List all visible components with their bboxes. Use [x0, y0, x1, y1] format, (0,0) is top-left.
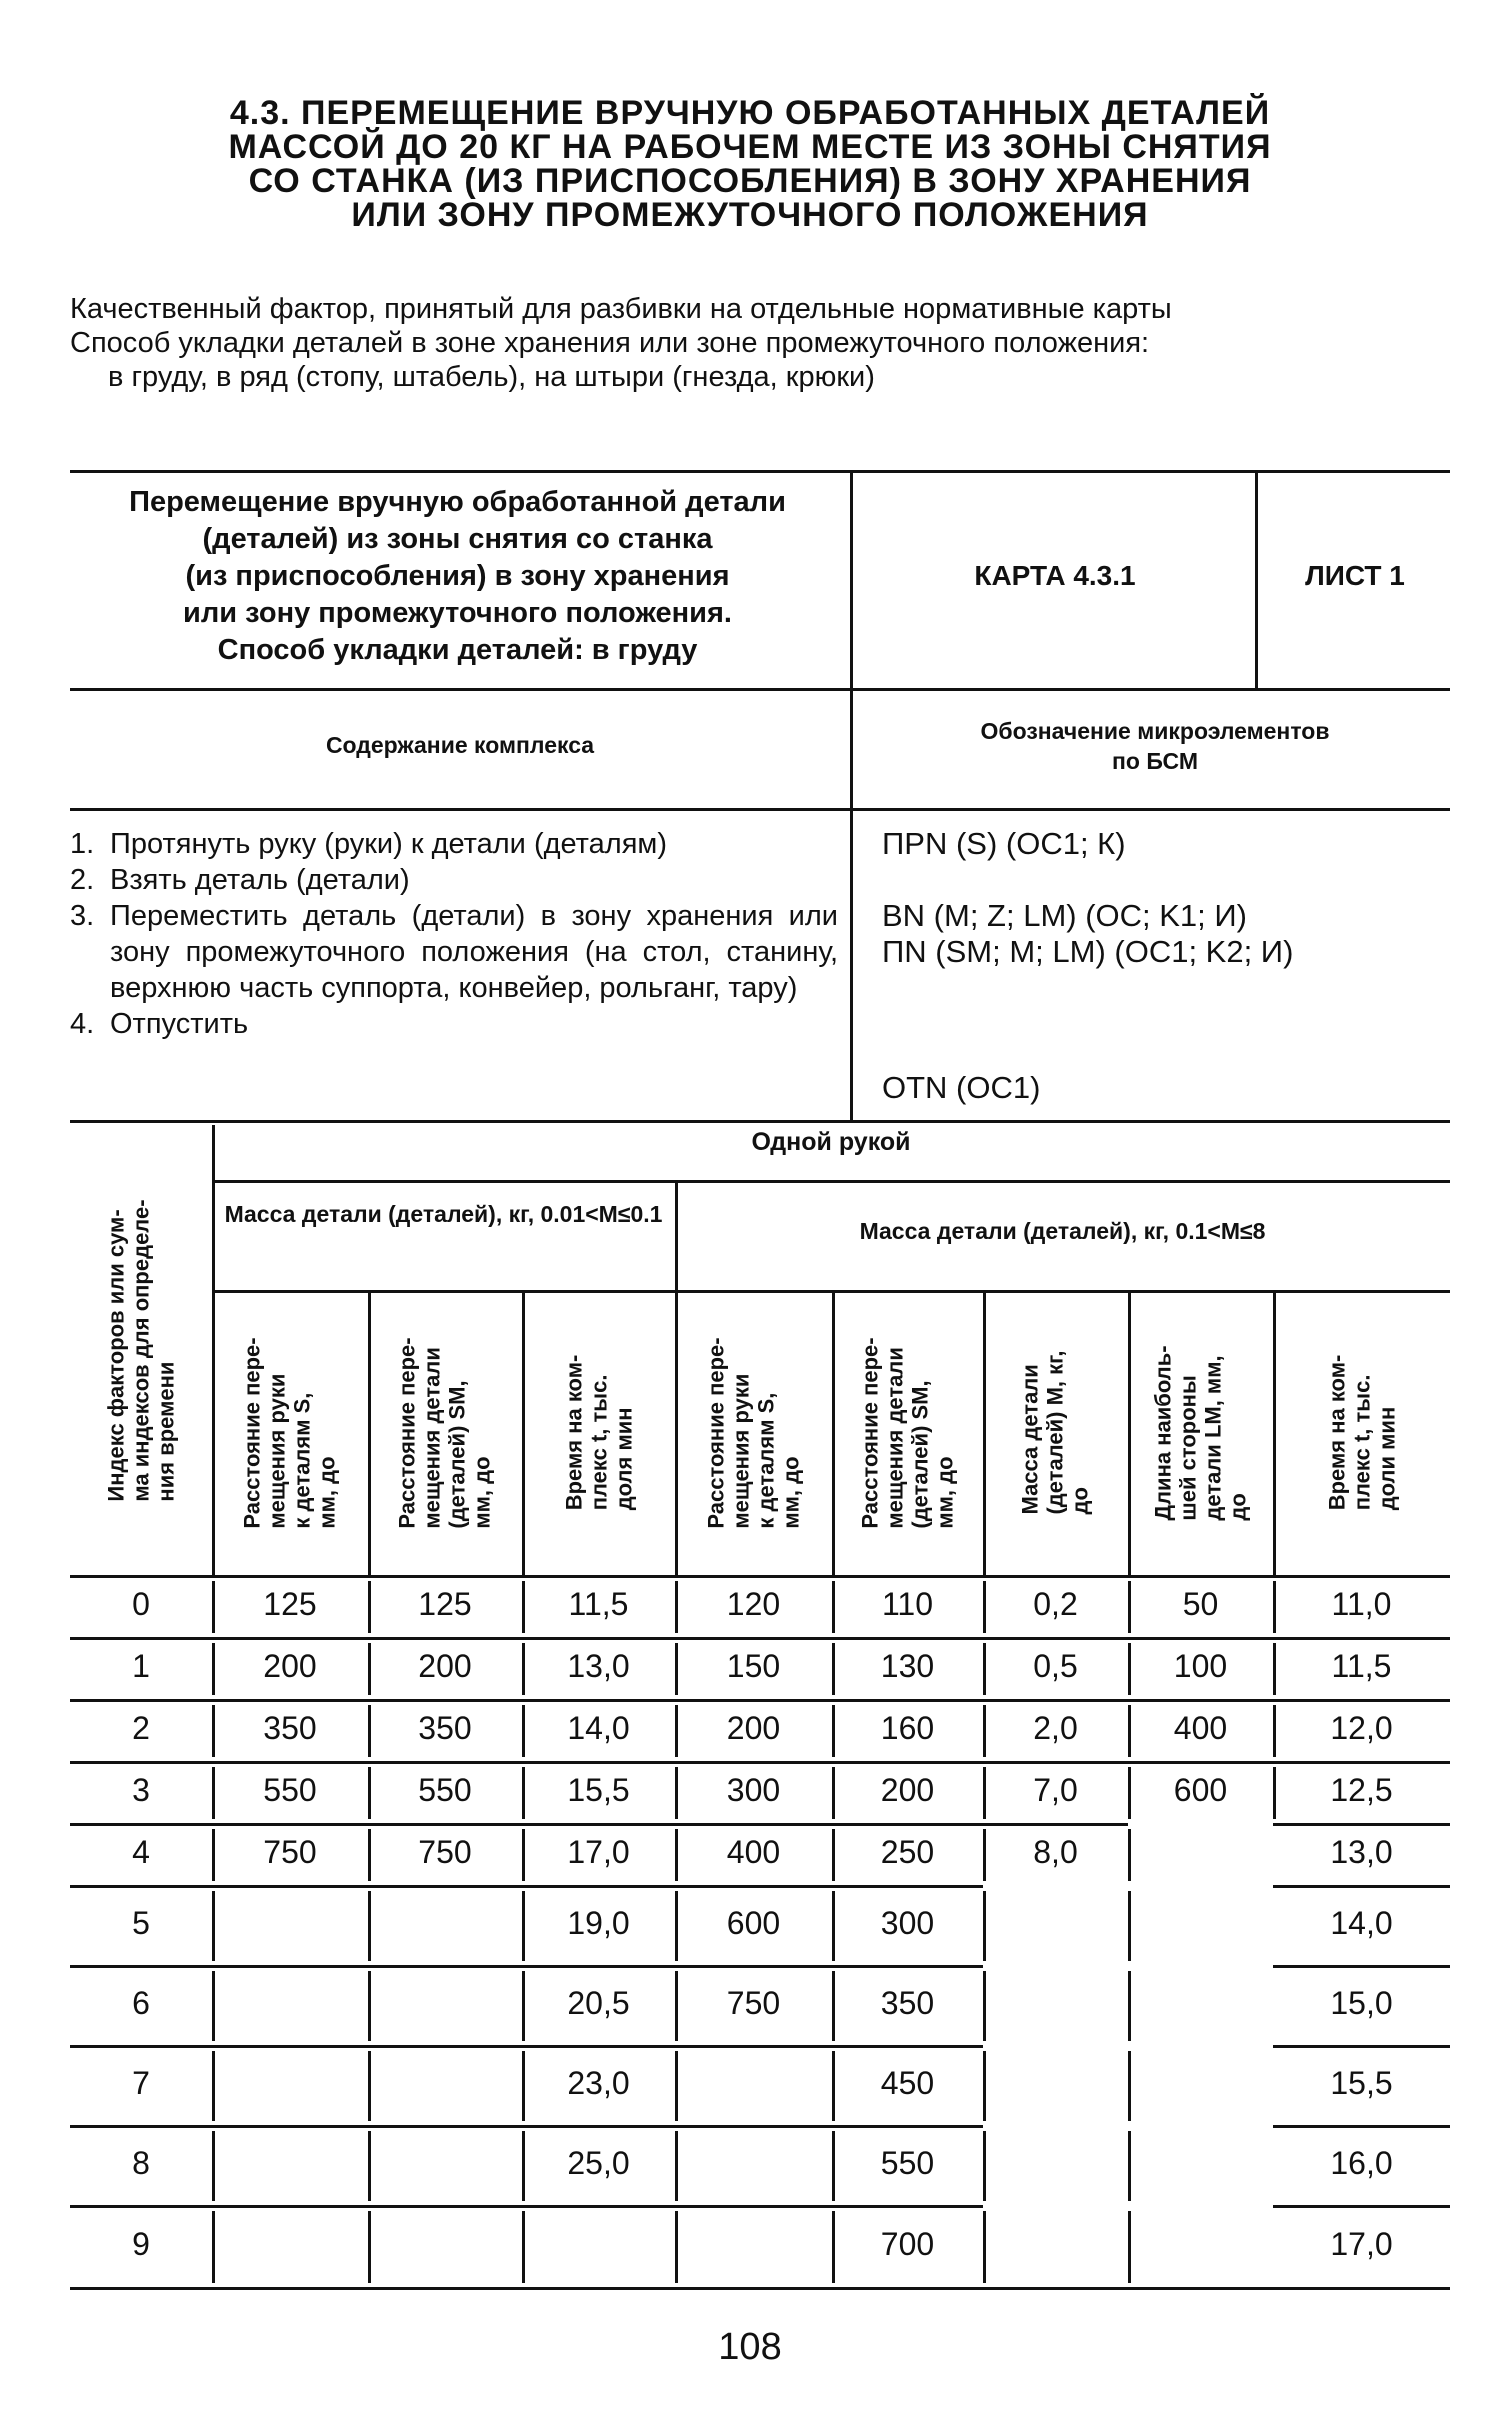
column-header-text: Расстояние пере- мещения детали (деталей) SM, мм, до: [395, 1336, 495, 1529]
table-cell: 0,2: [1033, 1586, 1078, 1622]
rule: [1128, 2131, 1131, 2201]
table-cell: 16,0: [1330, 2145, 1393, 2181]
rule: [70, 1965, 983, 1968]
rule: [1273, 1965, 1450, 1968]
table-cell: 17,0: [1330, 2226, 1393, 2262]
table-cell: 600: [726, 1905, 781, 1941]
rule: [1128, 1829, 1131, 1881]
step-text: Переместить деталь (детали) в зону хранения или зону промежуточного положения (на стол, станину, верхнюю часть суппорта, конвейер, рольганг, тару): [110, 900, 838, 1004]
table-cell: 15,5: [567, 1772, 630, 1808]
rule: [70, 1823, 1128, 1826]
rule: [1273, 2125, 1450, 2128]
rule: [212, 1180, 1450, 1183]
rule: [675, 2131, 678, 2201]
rule: [212, 2051, 215, 2121]
table-cell: 160: [880, 1710, 935, 1746]
microelement-code: ПN (SM; M; LM) (OC1; K2; И): [882, 934, 1294, 969]
table-cell: 300: [726, 1772, 781, 1808]
column-header: [983, 1290, 1128, 1575]
rule: [70, 2125, 983, 2128]
complex-steps: [70, 826, 838, 1042]
card-description-line: или зону промежуточного положения.: [183, 597, 732, 629]
table-cell: 2,0: [1033, 1710, 1078, 1746]
step-text: Взять деталь (детали): [110, 864, 410, 896]
table-cell: 200: [263, 1648, 317, 1684]
table-cell: 750: [726, 1985, 781, 2021]
page-number: 108: [718, 2326, 782, 2368]
title-line: 4.3. ПЕРЕМЕЩЕНИЕ ВРУЧНУЮ ОБРАБОТАННЫХ ДЕТАЛЕЙ: [229, 94, 1271, 132]
table-cell: 25,0: [567, 2145, 630, 2181]
rule: [70, 2287, 1450, 2290]
step-item: [70, 826, 838, 862]
index-column-header-text: Индекс факторов или сум- ма индексов для определе- ния времени: [103, 1198, 179, 1502]
rule: [1128, 2211, 1131, 2283]
rule: [70, 1699, 1450, 1702]
table-cell: 300: [880, 1905, 935, 1941]
complex-content-header: Содержание комплекса: [325, 732, 595, 758]
table-cell: 110: [881, 1586, 933, 1622]
section-title: [150, 96, 1350, 232]
intro-line-3: в груду, в ряд (стопу, штабель), на штыри (гнезда, крюки): [108, 361, 875, 393]
column-header-text: Расстояние пере- мещения руки к деталям S, мм, до: [703, 1336, 804, 1529]
step-text: Протянуть руку (руки) к детали (деталям): [110, 828, 667, 860]
rule: [70, 1575, 1450, 1578]
rule: [675, 2051, 678, 2121]
table-cell: 150: [726, 1648, 781, 1684]
table-cell: 13,0: [1330, 1834, 1393, 1870]
row-index: 6: [132, 1985, 150, 2021]
column-header-text: Время на ком- плекс t, тыс. доля мин: [561, 1354, 637, 1511]
row-index: 9: [132, 2226, 150, 2262]
table-cell: 12,5: [1330, 1772, 1393, 1808]
column-header-text: Время на ком- плекс t, тыс. доли мин: [1323, 1354, 1399, 1511]
column-header-text: Длина наиболь- шей стороны детали LM, мм, до: [1150, 1344, 1251, 1521]
card-description-line: Перемещение вручную обработанной детали: [129, 486, 786, 518]
table-cell: 15,0: [1330, 1985, 1393, 2021]
rule: [70, 808, 1450, 811]
table-cell: 130: [880, 1648, 935, 1684]
table-cell: 200: [418, 1648, 472, 1684]
intro-line-1: Качественный фактор, принятый для разбивки на отдельные нормативные карты: [70, 293, 1172, 325]
row-index: 7: [132, 2065, 150, 2101]
rule: [70, 470, 1450, 473]
title-line: ИЛИ ЗОНУ ПРОМЕЖУТОЧНОГО ПОЛОЖЕНИЯ: [351, 196, 1149, 234]
table-cell: 450: [880, 2065, 935, 2101]
rule: [212, 2211, 215, 2283]
microelement-code: ПРN (S) (OC1; К): [882, 826, 1126, 861]
table-cell: 14,0: [1330, 1905, 1393, 1941]
table-cell: 120: [726, 1586, 781, 1622]
row-index: 8: [132, 2145, 150, 2181]
table-cell: 250: [880, 1834, 935, 1870]
column-header: [675, 1290, 832, 1575]
rule: [70, 1885, 983, 1888]
row-index: 5: [132, 1905, 150, 1941]
intro-line-2: Способ укладки деталей в зоне хранения или зоне промежуточного положения:: [70, 327, 1150, 359]
rule: [675, 2211, 678, 2283]
microelement-header: [860, 716, 1450, 776]
table-cell: 550: [880, 2145, 935, 2181]
table-cell: 8,0: [1033, 1834, 1078, 1870]
table-cell: 100: [1173, 1648, 1228, 1684]
rule: [1128, 1971, 1131, 2041]
table-cell: 23,0: [567, 2065, 630, 2101]
rule: [1273, 2045, 1450, 2048]
step-number: 2.: [70, 864, 95, 896]
card-description: [70, 484, 845, 669]
table-cell: 350: [263, 1710, 317, 1746]
column-header-text: Расстояние пере- мещения руки к деталям S, мм, до: [240, 1336, 340, 1529]
column-header: [522, 1290, 675, 1575]
table-cell: 550: [263, 1772, 317, 1808]
table-cell: 400: [1173, 1710, 1228, 1746]
rule: [1273, 2205, 1450, 2208]
table-cell: 7,0: [1033, 1772, 1078, 1808]
microelement-header-line: Обозначение микроэлементов: [980, 718, 1330, 744]
rule: [983, 1971, 986, 2041]
one-hand-header: Одной рукой: [751, 1128, 911, 1156]
card-number: КАРТА 4.3.1: [974, 560, 1136, 591]
table-cell: 11,5: [568, 1586, 629, 1622]
rule: [70, 1120, 1450, 1123]
step-item: [70, 862, 838, 898]
title-line: МАССОЙ ДО 20 КГ НА РАБОЧЕМ МЕСТЕ ИЗ ЗОНЫ СНЯТИЯ: [228, 128, 1272, 166]
table-cell: 350: [418, 1710, 472, 1746]
column-header: [832, 1290, 983, 1575]
table-cell: 750: [263, 1834, 317, 1870]
step-text: Отпустить: [110, 1008, 249, 1040]
intro-text: [70, 292, 1450, 394]
rule: [983, 1891, 986, 1961]
rule: [368, 1891, 371, 1961]
rule: [983, 2211, 986, 2283]
column-header: [212, 1290, 368, 1575]
rule: [212, 1971, 215, 2041]
rule: [212, 2131, 215, 2201]
rule: [368, 1971, 371, 2041]
table-cell: 700: [880, 2226, 935, 2262]
row-index: 2: [132, 1710, 150, 1746]
rule: [1128, 2051, 1131, 2121]
microelement-header-line: по БСМ: [1111, 748, 1199, 774]
microelement-code: ОТN (OC1): [882, 1070, 1041, 1105]
rule: [368, 2131, 371, 2201]
row-index: 4: [132, 1834, 150, 1870]
rule: [70, 688, 1450, 691]
column-header: [1273, 1290, 1450, 1575]
table-cell: 750: [418, 1834, 472, 1870]
table-cell: 17,0: [567, 1834, 630, 1870]
table-cell: 125: [418, 1586, 472, 1622]
table-cell: 14,0: [567, 1710, 630, 1746]
rule: [368, 2211, 371, 2283]
table-cell: 11,5: [1331, 1648, 1392, 1684]
rule: [1255, 470, 1258, 690]
rule: [70, 1637, 1450, 1640]
table-cell: 200: [880, 1772, 935, 1808]
microelement-code: ВN (M; Z; LM) (OC; K1; И): [882, 898, 1248, 933]
rule: [70, 2205, 983, 2208]
card-description-line: Способ укладки деталей: в груду: [217, 634, 698, 666]
table-cell: 125: [263, 1586, 317, 1622]
rule: [983, 2131, 986, 2201]
rule: [1128, 1891, 1131, 1961]
row-index: 1: [132, 1648, 150, 1684]
rule: [850, 470, 853, 690]
index-column-header: [70, 1125, 212, 1575]
table-cell: 50: [1182, 1586, 1219, 1622]
step-number: 4.: [70, 1008, 95, 1040]
title-line: СО СТАНКА (ИЗ ПРИСПОСОБЛЕНИЯ) В ЗОНУ ХРАНЕНИЯ: [248, 162, 1252, 200]
rule: [983, 2051, 986, 2121]
table-cell: 15,5: [1330, 2065, 1393, 2101]
table-cell: 20,5: [567, 1985, 630, 2021]
card-description-line: (деталей) из зоны снятия со станка: [202, 523, 713, 555]
table-cell: 600: [1173, 1772, 1228, 1808]
step-item: [70, 1006, 838, 1042]
rule: [850, 690, 853, 1120]
table-cell: 19,0: [567, 1905, 630, 1941]
table-cell: 550: [418, 1772, 472, 1808]
table-cell: 200: [726, 1710, 781, 1746]
step-number: 1.: [70, 828, 95, 860]
table-cell: 350: [880, 1985, 935, 2021]
group-header-light: Масса детали (деталей), кг, 0.01<M≤0.1: [224, 1201, 663, 1227]
step-number: 3.: [70, 900, 95, 932]
row-index: 3: [132, 1772, 150, 1808]
step-item: [70, 898, 838, 1006]
rule: [522, 2211, 525, 2283]
group-header-standard: Масса детали (деталей), кг, 0.1<M≤8: [859, 1218, 1266, 1244]
table-cell: 400: [726, 1834, 781, 1870]
card-description-line: (из приспособления) в зону хранения: [185, 560, 730, 592]
table-cell: 11,0: [1331, 1586, 1392, 1622]
rule: [1273, 1885, 1450, 1888]
row-index: 0: [132, 1586, 150, 1622]
column-header: [368, 1290, 522, 1575]
table-cell: 12,0: [1330, 1710, 1393, 1746]
table-cell: 0,5: [1033, 1648, 1078, 1684]
column-header: [1128, 1290, 1273, 1575]
rule: [212, 1891, 215, 1961]
column-header-text: Масса детали (деталей) M, кг, до: [1018, 1350, 1094, 1515]
rule: [70, 2045, 983, 2048]
rule: [368, 2051, 371, 2121]
rule: [70, 1761, 1450, 1764]
table-cell: 13,0: [567, 1648, 630, 1684]
rule: [1273, 1823, 1450, 1826]
sheet-number: ЛИСТ 1: [1305, 560, 1405, 591]
column-header-text: Расстояние пере- мещения детали (деталей) SM, мм, до: [857, 1336, 958, 1529]
